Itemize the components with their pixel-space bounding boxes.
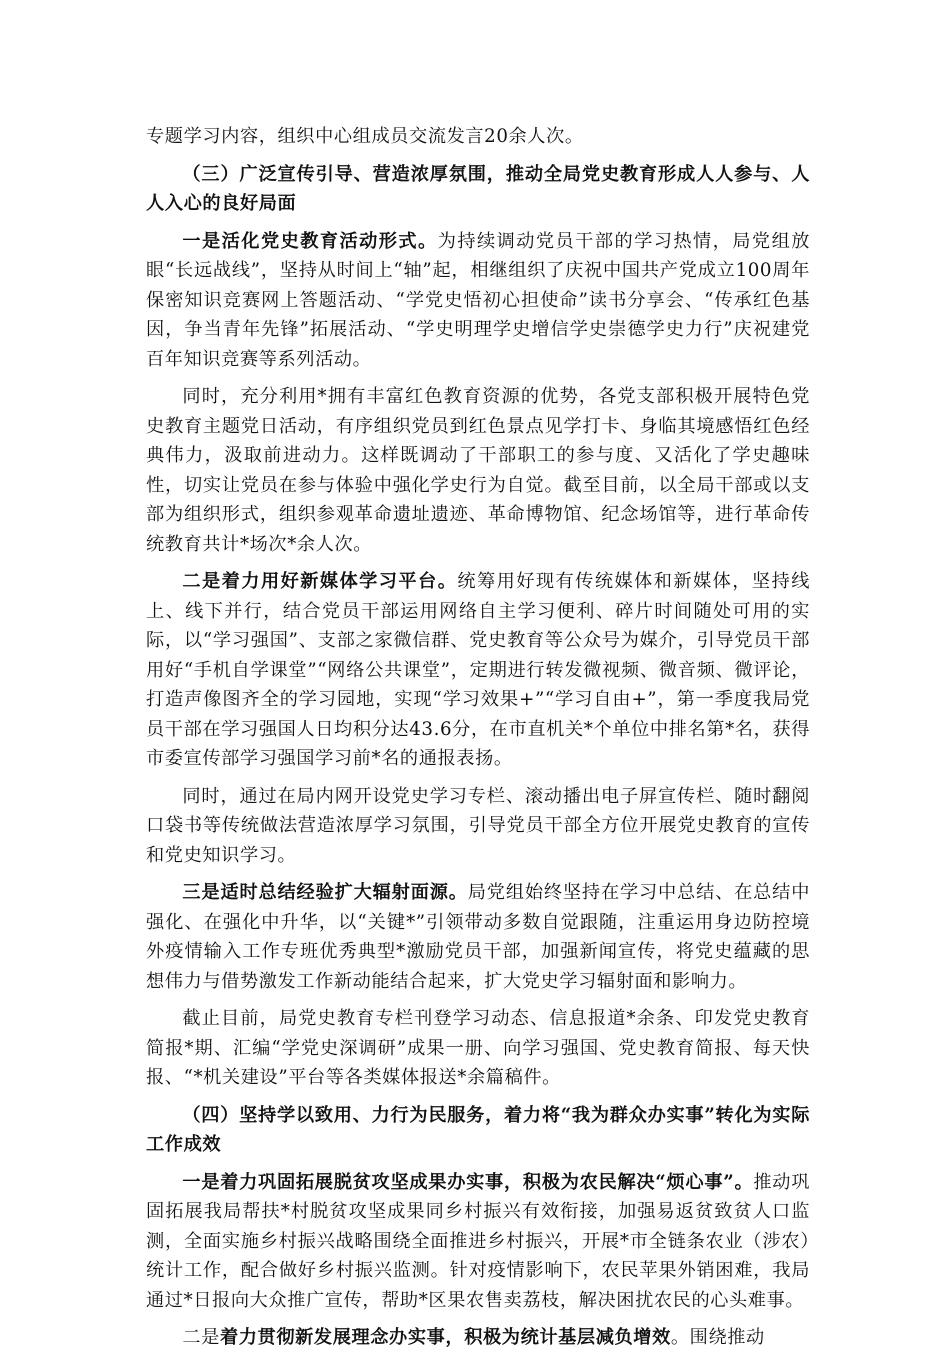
paragraph-activity-forms (146, 227, 810, 375)
paragraph-text: 统筹用好现有传统媒体和新媒体，坚持线上、线下并行，结合党员干部运用网络自主学习便利、碎片时间随处可用的实际，以“学习强国”、支部之家微信群、党史教育等公众号为媒介，引导党员干部用好“手机自学课堂”“网络公共课堂”，定期进行转发微视频、微音频、微评论，打造声像图齐全的学习园地，实现“学习效果+”“学习自由+”，第一季度我局党员干部在学习强国人日均积分达43.6分，在市直机关*个单位中排名第*名，获得市委宣传部学习强国学习前*名的通报表扬。 (146, 571, 810, 769)
lead-phrase: 着力贯彻新发展理念办实事，积极为统计基层减负增效 (219, 1327, 671, 1348)
paragraph-poverty-alleviation (146, 1168, 810, 1316)
paragraph-text: 。围绕推动 (670, 1327, 765, 1348)
paragraph-red-resources: 同时，充分利用*拥有丰富红色教育资源的优势，各党支部积极开展特色党史教育主题党日活动，有序组织党员到红色景点见学打卡、身临其境感悟红色经典伟力，汲取前进动力。这样既调动了干部职工的参与度、又活化了学史趣味性，切实让党员在参与体验中强化学史行为自觉。截至目前，以全局干部或以支部为组织形式，组织参观革命遗址遗迹、革命博物馆、纪念场馆等，进行革命传统教育共计*场次*余人次。 (146, 386, 810, 555)
lead-phrase: 三是适时总结经验扩大辐射面源。 (182, 882, 468, 903)
intro-paragraph: 专题学习内容，组织中心组成员交流发言20余人次。 (146, 126, 584, 147)
paragraph-text: 为持续调动党员干部的学习热情，局党组放眼“长远战线”，坚持从时间上“轴”起，相继组织了庆祝中国共产党成立100周年保密知识竞赛网上答题活动、“学党史悟初心担使命”读书分享会、“传承红色基因，争当青年先锋”拓展活动、“学史明理学史增信学史崇德学史力行”庆祝建党百年知识竞赛等系列活动。 (146, 230, 810, 370)
paragraph-new-media (146, 567, 810, 774)
paragraph-prefix: 二是 (182, 1327, 220, 1348)
paragraph-text: 推动巩固拓展我局帮扶*村脱贫攻坚成果同乡村振兴有效衔接，加强易返贫致贫人口监测，全面实施乡村振兴战略围绕全面推进乡村振兴，开展*市全链条农业（涉农）统计工作，配合做好乡村振兴监测。针对疫情影响下，农民苹果外销困难，我局通过*日报向大众推广宣传，帮助*区果农售卖荔枝，解决困扰农民的心头难事。 (146, 1171, 810, 1311)
paragraph-text: 局党组始终坚持在学习中总结、在总结中强化、在强化中升华，以“关键*”引领带动多数自觉跟随，注重运用身边防控境外疫情输入工作专班优秀典型*激励党员干部，加强新闻宣传，将党史蕴藏的思想伟力与借势激发工作新动能结合起来，扩大党史学习辐射面和影响力。 (146, 882, 810, 992)
lead-phrase: 一是活化党史教育活动形式。 (182, 230, 438, 252)
paragraph-new-development (146, 1323, 810, 1353)
section-heading-three: （三）广泛宣传引导、营造浓厚氛围，推动全局党史教育形成人人参与、人人入心的良好局面 (146, 163, 810, 214)
paragraph-publicity-results: 截止目前，局党史教育专栏刊登学习动态、信息报道*余条、印发党史教育简报*期、汇编“学党史深调研”成果一册、向学习强国、党史教育简报、每天快报、“*机关建设”平台等各类媒体报送*余篇稿件。 (146, 1008, 810, 1088)
paragraph-summary-experience (146, 878, 810, 996)
paragraph-intranet-column: 同时，通过在局内网开设党史学习专栏、滚动播出电子屏宣传栏、随时翻阅口袋书等传统做法营造浓厚学习氛围，引导党员干部全方位开展党史教育的宣传和党史知识学习。 (146, 785, 810, 866)
lead-phrase: 二是着力用好新媒体学习平台。 (182, 571, 458, 592)
section-heading-four: （四）坚持学以致用、力行为民服务，着力将“我为群众办实事”转化为实际工作成效 (146, 1104, 810, 1155)
lead-phrase: 一是着力巩固拓展脱贫攻坚成果办实事，积极为农民解决“烦心事”。 (182, 1171, 754, 1193)
